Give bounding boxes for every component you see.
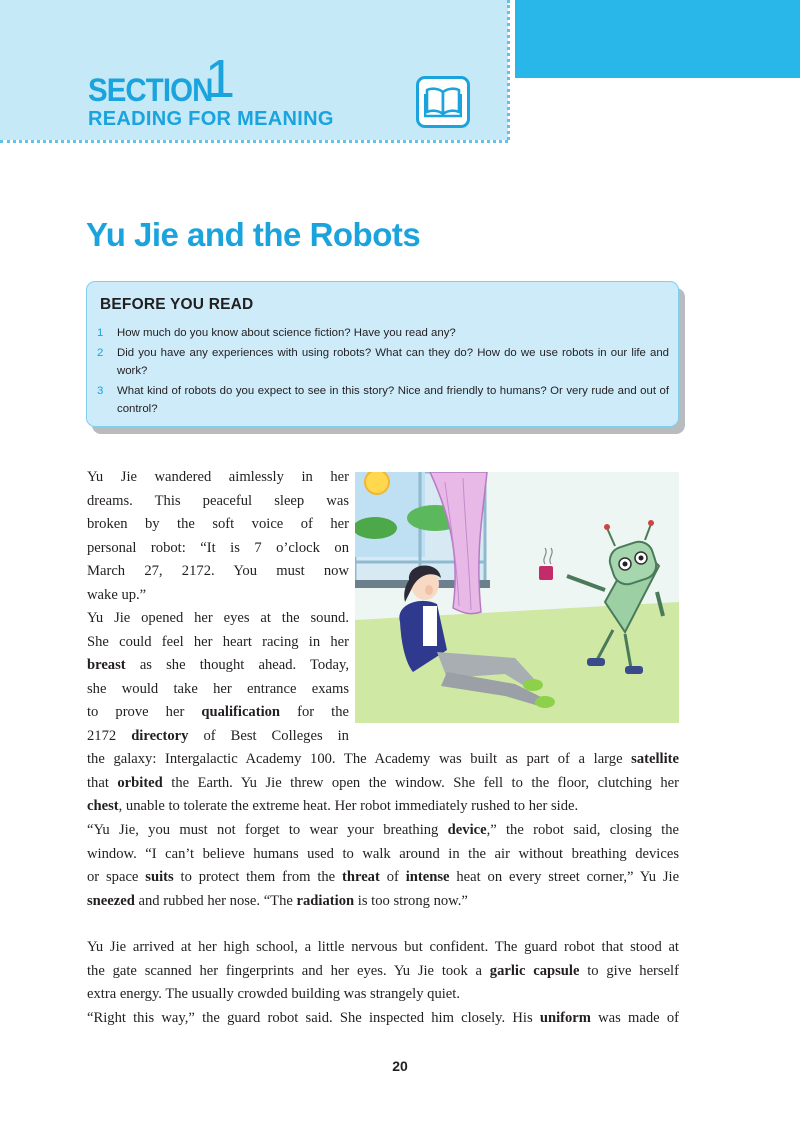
text-line: to prove her qualification for the [87,704,350,720]
section-subtitle: READING FOR MEANING [88,108,334,130]
vocab-word: device [447,822,487,838]
section-number: 1 [205,49,236,109]
text-line: dreams. This peaceful sleep was [87,492,349,509]
question-item [97,324,669,343]
text-line: broken by the soft voice of her [87,516,349,532]
cup-icon [539,566,553,580]
vocab-word: directory [131,727,189,744]
text-line: Yu Jie wandered aimlessly in her [87,469,349,485]
question-number: 1 [97,327,104,339]
text-line: the gate scanned her fingerprints and her eyes. Yu Jie took a garlic capsule to give herself [87,962,679,979]
text-line: she would take her entrance exams [87,680,349,697]
story-intro-column [87,466,349,748]
question-item [97,344,669,381]
header-color-band [515,0,800,78]
text-line: March 27, 2172. You must now [87,563,349,579]
text-line: window. “I can’t believe humans used to walk around in the air without breathing devices [87,845,679,862]
vocab-word: radiation [296,892,355,909]
vocab-word: orbited [117,774,163,791]
text-line: 2172 directory of Best Colleges in [87,727,349,744]
story-title: Yu Jie and the Robots [86,216,421,253]
vocab-word: chest [87,798,119,814]
page-number: 20 [392,1058,408,1074]
story-paragraph-1 [87,748,679,819]
text-line: extra energy. The usually crowded building was strangely quiet. [87,986,460,1002]
before-you-read-heading: BEFORE YOU READ [100,296,254,313]
vocab-word: garlic capsule [489,962,580,979]
text-line: that orbited the Earth. Yu Jie threw open the window. She fell to the floor, clutching her [87,774,679,791]
question-text: What kind of robots do you expect to see in this story? Nice and friendly to humans? Or very rude and out of control? [117,384,669,415]
vocab-word: sneezed [87,892,135,909]
text-line: the galaxy: Intergalactic Academy 100. The Academy was built as part of a large satellite [87,751,679,767]
open-book-icon [416,76,470,128]
vocab-word: satellite [631,751,679,767]
sun-icon [365,472,389,494]
text-line: She could feel her heart racing in her [87,633,349,650]
story-paragraph-3 [87,936,679,1030]
vocab-word: qualification [201,704,281,720]
vocab-word: uniform [539,1009,591,1026]
header-dotted-border [507,0,510,140]
text-line: breast as she thought ahead. Today, [87,657,349,673]
text-line: Yu Jie arrived at her high school, a little nervous but confident. The guard robot that stood at [87,939,679,955]
question-number: 2 [97,346,104,359]
text-line: wake up.” [87,586,147,603]
header-dotted-underline [0,140,508,143]
question-number: 3 [97,384,104,397]
before-you-read-box [86,281,679,427]
question-text: Did you have any experiences with using robots? What can they do? How do we use robots in our life and work? [117,346,669,377]
vocab-word: threat [342,869,380,885]
text-line: “Right this way,” the guard robot said. She inspected him closely. His uniform was made of [87,1009,679,1026]
text-line: sneezed and rubbed her nose. “The radiation is too strong now.” [87,892,468,909]
text-line: chest, unable to tolerate the extreme heat. Her robot immediately rushed to her side. [87,798,579,814]
question-item [97,382,669,419]
vocab-word: intense [405,869,450,885]
text-line: Yu Jie opened her eyes at the sound. [87,610,349,626]
vocab-word: suits [145,869,174,885]
question-list [97,324,669,420]
section-label: SECTION [88,72,213,108]
question-text: How much do you know about science fiction? Have you read any? [117,327,456,339]
text-line: or space suits to protect them from the threat of intense heat on every street corner,” Yu Jie [87,869,680,885]
vocab-word: breast [87,657,126,673]
story-illustration [355,472,679,723]
text-line: “Yu Jie, you must not forget to wear your breathing device,” the robot said, closing the [87,822,679,838]
text-line: personal robot: “It is 7 o’clock on [87,539,349,556]
story-paragraph-2 [87,819,679,913]
